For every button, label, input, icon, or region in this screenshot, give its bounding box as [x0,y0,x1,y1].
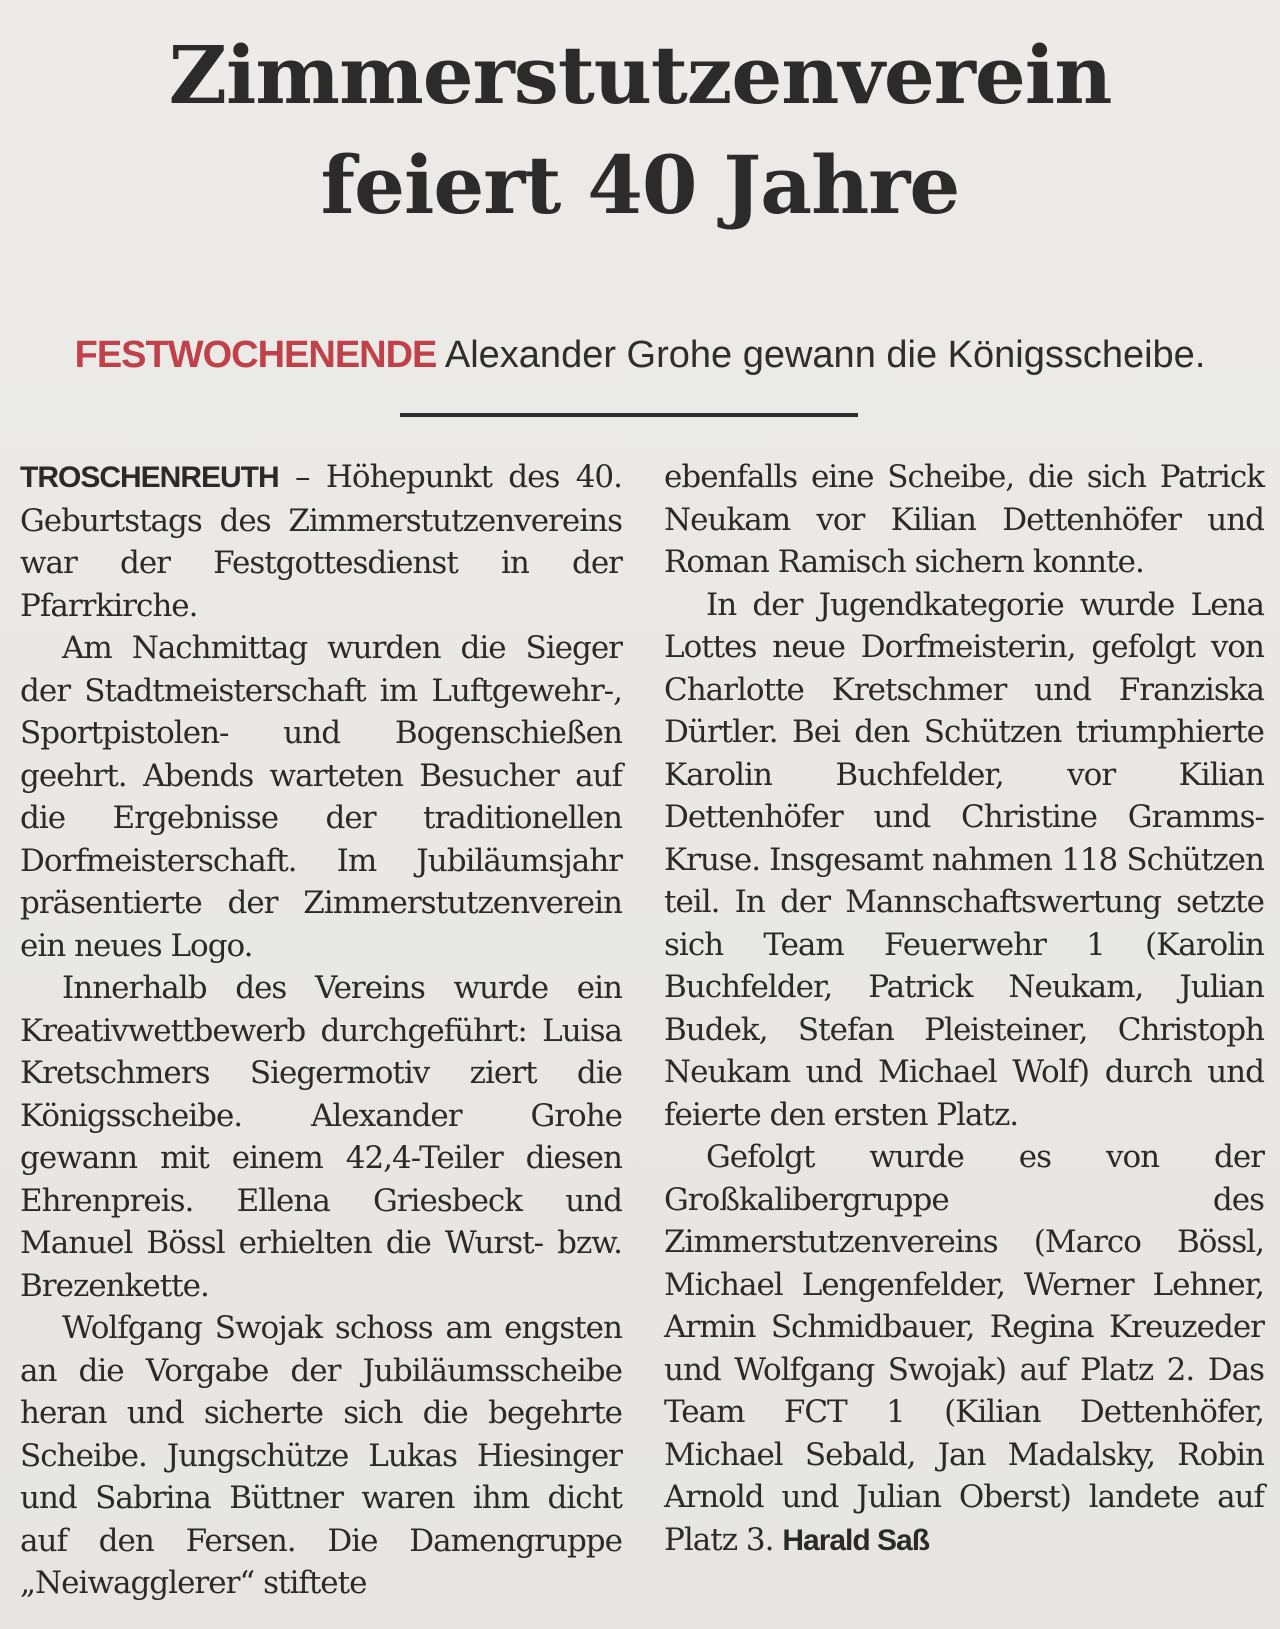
subheadline [0,330,1280,380]
author-byline: Harald Saß [782,1523,930,1557]
dateline: TROSCHENREUTH [20,461,279,494]
headline [0,20,1280,240]
headline-line-1: Zimmerstutzenverein [168,28,1112,122]
paragraph-1 [20,456,622,627]
divider-rule [400,413,858,417]
paragraph-5: ebenfalls eine Scheibe, die sich Patrick Neukam vor Kilian Dettenhöfer und Roman Ramisch sichern konnte. [664,459,1264,580]
paragraph-2: Am Nachmittag wurden die Sieger der Stadtmeisterschaft im Luftgewehr-, Sportpistolen- und Bogenschießen geehrt. Abends warteten Besucher auf die Ergebnisse der traditionellen Dorfmeisterschaft. Im Jubiläumsjahr präsentierte der Zimmerstutzenverein ein neues Logo. [20,630,622,964]
paragraph-6: In der Jugendkategorie wurde Lena Lottes neue Dorfmeisterin, gefolgt von Charlotte Kretschmer und Franziska Dürtler. Bei den Schützen triumphierte Karolin Buchfelder, vor Kilian Dettenhöfer und Christine Gramms-Kruse. Insgesamt nahmen 118 Schützen teil. In der Mannschaftswertung setzte sich Team Feuerwehr 1 (Karolin Buchfelder, Patrick Neukam, Julian Budek, Stefan Pleisteiner, Christoph Neukam und Michael Wolf) durch und feierte den ersten Platz. [664,586,1264,1133]
subtitle: Alexander Grohe gewann die Königsscheibe. [444,334,1206,376]
headline-line-2: feiert 40 Jahre [320,138,960,232]
paragraph-4: Wolfgang Swojak schoss am engsten an die Vorgabe der Jubiläumsscheibe heran und sicherte sich die begehrte Scheibe. Jungschütze Lukas Hiesinger und Sabrina Büttner waren ihm dicht auf den Fersen. Die Damengruppe „Neiwagglerer“ stiftete [20,1310,622,1601]
kicker: FESTWOCHENENDE [74,334,437,376]
paragraph-7 [664,1136,1264,1562]
paragraph-7-text: Gefolgt wurde es von der Großkalibergruppe des Zimmerstutzenvereins (Marco Bössl, Michael Lengenfelder, Werner Lehner, Armin Schmidbauer, Regina Kreuzeder und Wolfgang Swojak) auf Platz 2. Das Team FCT 1 (Kilian Dettenhöfer, Michael Sebald, Jan Madalsky, Robin Arnold und Julian Oberst) landete auf Platz 3. [664,1139,1264,1558]
paragraph-3: Innerhalb des Vereins wurde ein Kreativwettbewerb durchgeführt: Luisa Kretschmers Siegermotiv ziert die Königsscheibe. Alexander Grohe gewann mit einem 42,4-Teiler diesen Ehrenpreis. Ellena Griesbeck und Manuel Bössl erhielten die Wurst- bzw. Brezenkette. [20,970,622,1304]
column-right [664,456,1264,1562]
paragraph-1-text: – Höhepunkt des 40. Geburtstags des Zimmerstutzenvereins war der Festgottesdienst in der Pfarrkirche. [20,459,622,624]
column-left [20,456,622,1605]
